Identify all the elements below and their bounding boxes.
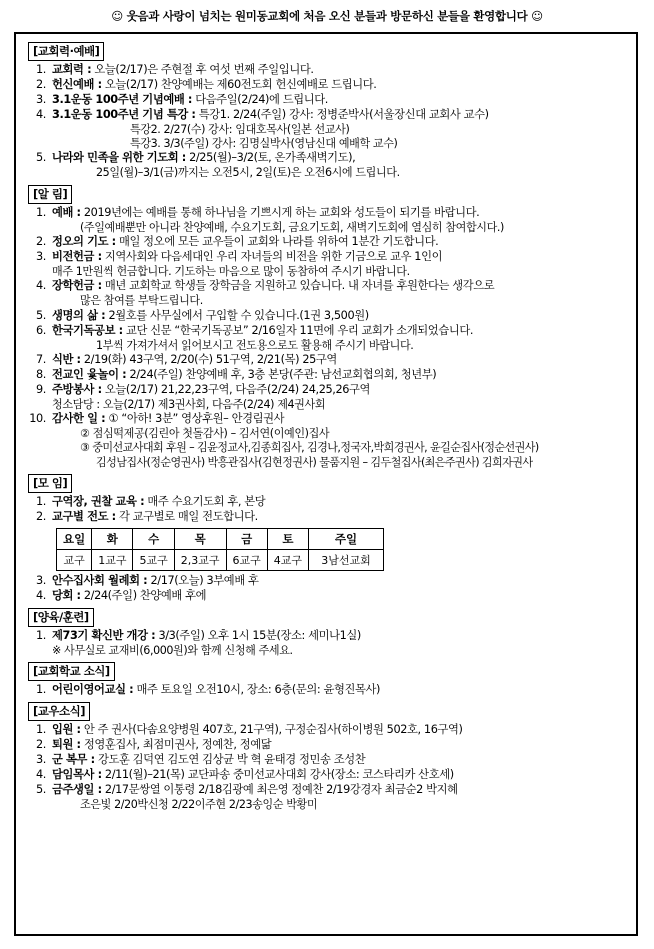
list-item — [26, 279, 626, 308]
section-item-list — [26, 629, 626, 658]
list-item — [26, 768, 626, 783]
list-item — [26, 629, 626, 658]
item-subtext: 25일(월)–3/1(금)까지는 오전5시, 2일(토)은 오전6시에 드립니다. — [96, 166, 400, 180]
item-label: 당회 : — [52, 588, 81, 602]
item-number: 3. — [36, 574, 46, 588]
table-header-cell: 목 — [174, 529, 226, 550]
table-cell: 5교구 — [133, 550, 174, 571]
item-text: 2/17문쌍열 이통령 2/18김광예 최은영 정예찬 2/19강경자 최금순2 박지혜 — [104, 782, 458, 796]
item-label: 식반 : — [52, 352, 81, 366]
item-label: 예배 : — [52, 205, 81, 219]
section-heading: [알 림] — [28, 185, 72, 204]
item-label: 한국기독공보 : — [52, 323, 123, 337]
item-number: 4. — [36, 588, 46, 602]
item-label: 3.1운동 100주년 기념예배 : — [52, 92, 193, 106]
item-number: 2. — [36, 738, 46, 751]
item-number: 1. — [36, 683, 46, 697]
table-header-cell: 요일 — [57, 529, 92, 550]
table-cell: 4교구 — [267, 550, 308, 571]
section-item-list — [26, 206, 626, 470]
section-member-news — [26, 700, 626, 812]
item-label: 구역장, 권찰 교육 : — [52, 495, 145, 509]
section-heading: [양육/훈련] — [28, 608, 94, 627]
item-subtext: ※ 사무실로 교재비(6,000원)와 함께 신청해 주세요. — [52, 643, 293, 657]
item-label: 안수집사회 월례회 : — [52, 574, 148, 588]
item-text: 2/25(월)–3/2(토, 온가족새벽기도), — [189, 151, 356, 165]
list-item — [26, 309, 626, 324]
item-text: 2월호를 사무실에서 구입할 수 있습니다.(1권 3,500원) — [108, 308, 369, 322]
item-label: 퇴원 : — [52, 738, 81, 751]
table-row — [57, 550, 384, 571]
item-number: 1. — [36, 628, 46, 642]
list-item — [26, 78, 626, 93]
list-item — [26, 383, 626, 412]
item-label: 군 복무 : — [52, 752, 95, 766]
item-subtext: 특강3. 3/3(주일) 강사: 김명실박사(영남신대 예배학 교수) — [130, 137, 398, 151]
item-label: 제73기 확신반 개강 : — [52, 628, 156, 642]
item-subtext: 청소담당 : 오늘(2/17) 제3권사회, 다음주(2/24) 제4권사회 — [52, 397, 326, 411]
item-number: 4. — [36, 279, 46, 293]
table-header-cell: 주일 — [309, 529, 384, 550]
item-label: 생명의 삶 : — [52, 308, 106, 322]
item-subtext: 김성남집사(정순영권사) 박흥관집사(김현정권사) 물품지원 – 김두철집사(최은주권사) 김희자권사 — [96, 455, 533, 469]
table-cell: 1교구 — [92, 550, 133, 571]
item-text: 오늘(2/17)은 주현절 후 여섯 번째 주일입니다. — [94, 63, 314, 76]
section-worship — [26, 40, 626, 181]
item-text: 특강1. 2/24(주일) 강사: 정병준박사(서울장신대 교회사 교수) — [198, 107, 489, 121]
section-heading: [교회학교 소식] — [28, 662, 115, 681]
item-number: 1. — [36, 63, 46, 76]
item-number: 5. — [36, 782, 46, 796]
item-text: 2/17(오늘) 3부예배 후 — [150, 574, 259, 588]
item-label: 금주생일 : — [52, 782, 102, 796]
table-header-cell: 토 — [267, 529, 308, 550]
item-label: 장학헌금 : — [52, 279, 102, 293]
list-item — [26, 206, 626, 235]
item-number: 1. — [36, 495, 46, 509]
list-item — [26, 683, 626, 698]
item-subtext: ② 점심떡제공(김린아 첫돌감사) – 김서연(이예인)집사 — [80, 426, 330, 440]
list-item — [26, 753, 626, 768]
item-number: 6. — [36, 323, 46, 337]
item-number: 4. — [36, 107, 46, 121]
item-label: 주방봉사 : — [52, 382, 102, 396]
item-label: 헌신예배 : — [52, 77, 102, 91]
item-number: 1. — [36, 723, 46, 737]
item-number: 4. — [36, 767, 46, 781]
item-number: 2. — [36, 235, 46, 249]
table-row — [57, 529, 384, 550]
section-church-school — [26, 660, 626, 698]
welcome-banner: ☺ 웃음과 사랑이 넘치는 원미동교회에 처음 오신 분들과 방문하신 분들을 환영합니다 ☺ — [111, 9, 543, 23]
section-item-list — [26, 683, 626, 698]
item-text: 매일 정오에 모든 교우들이 교회와 나라를 위하여 1분간 기도합니다. — [118, 235, 439, 249]
item-number: 2. — [36, 77, 46, 91]
list-item — [26, 783, 626, 812]
item-label: 교구별 전도 : — [52, 510, 116, 524]
item-label: 전교인 윷놀이 : — [52, 367, 127, 381]
item-text: 2/11(월)–21(목) 교단파송 중미선교사대회 강사(장소: 코스타리카 산호세) — [104, 767, 454, 781]
item-text: 3/3(주일) 오후 1시 15분(장소: 세미나1실) — [158, 628, 361, 642]
list-item — [26, 738, 626, 753]
item-subtext: 조은빛 2/20박신청 2/22이주현 2/23송잉순 박황미 — [80, 797, 318, 811]
list-item — [26, 723, 626, 738]
item-subtext: 1부씩 가져가셔서 읽어보시고 전도용으로도 활용해 주시기 바랍니다. — [96, 338, 414, 352]
list-item — [26, 353, 626, 368]
item-text: 정영훈집사, 최점미권사, 정예찬, 정예닮 — [83, 738, 272, 751]
item-text: 매주 토요일 오전10시, 장소: 6층(문의: 윤형진목사) — [136, 683, 381, 697]
table-header-cell: 화 — [92, 529, 133, 550]
item-number: 8. — [36, 367, 46, 381]
item-text: 2/24(주일) 찬양예배 후에 — [83, 588, 207, 602]
list-item — [26, 250, 626, 279]
list-item — [26, 510, 626, 525]
item-text: 2/24(주일) 찬양예배 후, 3층 본당(주관: 남선교회협의회, 청년부) — [129, 367, 437, 381]
item-text: 지역사회와 다음세대인 우리 자녀들의 비전을 위한 기금으로 교우 1인이 — [104, 250, 443, 264]
item-subtext: 매주 1만원씩 헌금합니다. 기도하는 마음으로 많이 동참하여 주시기 바랍니다. — [52, 264, 410, 278]
item-subtext: 많은 참여를 부탁드립니다. — [80, 294, 203, 308]
table-cell: 교구 — [57, 550, 92, 571]
item-text: 매년 교회학교 학생들 장학금을 지원하고 있습니다. 내 자녀를 후원한다는 생각으로 — [104, 279, 495, 293]
item-text: 교단 신문 “한국기독공보” 2/16일자 11면에 우리 교회가 소개되었습니다. — [125, 323, 474, 337]
item-label: 교회력 : — [52, 63, 92, 76]
item-number: 5. — [36, 308, 46, 322]
list-item — [26, 108, 626, 152]
section-meetings — [26, 472, 626, 604]
item-number: 3. — [36, 752, 46, 766]
item-label: 입원 : — [52, 723, 81, 737]
section-heading: [교우소식] — [28, 702, 90, 721]
item-number: 2. — [36, 510, 46, 524]
list-item — [26, 93, 626, 108]
item-text: 다음주일(2/24)에 드립니다. — [195, 92, 328, 106]
item-number: 3. — [36, 250, 46, 264]
item-text: 각 교구별로 매일 전도합니다. — [118, 510, 258, 524]
item-subtext: ③ 중미선교사대회 후원 – 김윤정교사,김종희집사, 김경나,정국자,박희경권사, 윤길순집사(정순선권사) — [80, 441, 539, 455]
item-label: 정오의 기도 : — [52, 235, 116, 249]
list-item — [26, 574, 626, 589]
item-label: 3.1운동 100주년 기념 특강 : — [52, 107, 196, 121]
section-heading: [교회력·예배] — [28, 42, 104, 61]
item-text: 오늘(2/17) 찬양예배는 제60전도회 헌신예배로 드립니다. — [104, 77, 377, 91]
item-number: 9. — [36, 382, 46, 396]
item-text: 매주 수요기도회 후, 본당 — [147, 495, 266, 509]
list-item — [26, 368, 626, 383]
section-item-list-cont — [26, 574, 626, 604]
table-header-cell: 수 — [133, 529, 174, 550]
item-subtext: (주일예배뿐만 아니라 찬양예배, 수요기도회, 금요기도회, 새벽기도회에 열심히 참여합시다.) — [80, 220, 504, 234]
list-item — [26, 495, 626, 510]
section-training — [26, 606, 626, 658]
item-number: 1. — [36, 205, 46, 219]
item-label: 어린이영어교실 : — [52, 683, 134, 697]
table-cell: 2,3교구 — [174, 550, 226, 571]
list-item — [26, 589, 626, 604]
section-heading: [모 임] — [28, 474, 72, 493]
item-subtext: 특강2. 2/27(수) 강사: 임대호목사(일본 선교사) — [130, 122, 350, 136]
table-cell: 6교구 — [226, 550, 267, 571]
item-text: 안 주 권사(다솜요양병원 407호, 21구역), 구정순집사(하이병원 502호, 16구역) — [83, 723, 463, 737]
item-number: 10. — [29, 412, 46, 426]
bulletin-frame — [14, 32, 638, 936]
list-item — [26, 63, 626, 78]
item-text: 오늘(2/17) 21,22,23구역, 다음주(2/24) 24,25,26구역 — [104, 382, 371, 396]
section-item-list — [26, 723, 626, 812]
item-text: 강도훈 김덕연 김도연 김상균 박 혁 윤태경 정민송 조성찬 — [97, 752, 366, 766]
item-text: ① “아하! 3분” 영상후원– 안경림권사 — [108, 412, 285, 426]
list-item — [26, 235, 626, 250]
section-item-list — [26, 63, 626, 181]
district-evangelism-table — [56, 528, 384, 571]
table-cell: 3남선교회 — [309, 550, 384, 571]
item-number: 3. — [36, 92, 46, 106]
item-label: 감사한 일 : — [52, 412, 106, 426]
list-item — [26, 324, 626, 353]
item-label: 나라와 민족을 위한 기도회 : — [52, 151, 186, 165]
item-number: 5. — [36, 151, 46, 165]
section-announcements — [26, 183, 626, 470]
item-label: 비전헌금 : — [52, 250, 102, 264]
item-text: 2/19(화) 43구역, 2/20(수) 51구역, 2/21(목) 25구역 — [83, 352, 337, 366]
list-item — [26, 412, 626, 470]
list-item — [26, 151, 626, 180]
section-item-list — [26, 495, 626, 525]
item-label: 담임목사 : — [52, 767, 102, 781]
item-number: 7. — [36, 352, 46, 366]
item-text: 2019년에는 예배를 통해 하나님을 기쁘시게 하는 교회와 성도들이 되기를 바랍니다. — [83, 205, 480, 219]
table-header-cell: 금 — [226, 529, 267, 550]
